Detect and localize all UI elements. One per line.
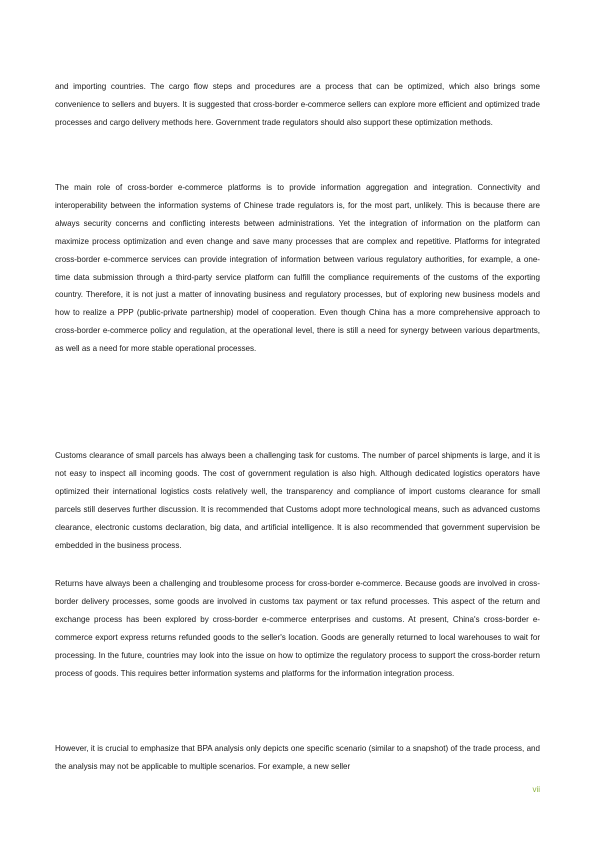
paragraph-platforms-integration: The main role of cross-border e-commerce platforms is to provide information aggregation and integration. Connectivity and interoperability between the information systems of Chinese trade regulators is, for the most part, unlikely. This is because there are always security concerns and conflicting interests between administrations. Yet the integration of information on the platform can maximize process optimization and even change and save many processes that are complex and repetitive. Platforms for integrated cross-border e-commerce services can provide integration of information between various regulatory authorities, for example, a one-time data submission through a third-party service platform can fulfill the compliance requirements of the customs of the exporting country. Therefore, it is not just a matter of innovating business and regulatory processes, but of exploring new business models and how to realize a PPP (public-private partnership) model of cooperation. Even though China has a more comprehensive approach to cross-border e-commerce policy and regulation, at the operational level, there is still a need for synergy between various departments, as well as a need for more stable operational processes. xyxy=(55,183,540,354)
paragraph-returns: Returns have always been a challenging and troublesome process for cross-border e-commerce. Because goods are involved in cross-border delivery processes, some goods are involved in customs tax payment or tax refund processes. This aspect of the return and exchange process has been explored by cross-border e-commerce enterprises and customs. At present, China's cross-border e-commerce export express returns refunded goods to the seller's location. Goods are generally returned to local warehouses to wait for processing. In the future, countries may look into the issue on how to optimize the regulatory process to support the cross-border return process of goods. This requires better information systems and platforms for the information integration process. xyxy=(55,579,540,678)
paragraph-bpa-analysis: However, it is crucial to emphasize that BPA analysis only depicts one specific scenario (similar to a snapshot) of the trade process, and the analysis may not be applicable to multiple scenarios. For example, a new seller xyxy=(55,744,540,771)
page-number: vii xyxy=(532,785,540,794)
paragraph-customs-clearance: Customs clearance of small parcels has always been a challenging task for customs. The number of parcel shipments is large, and it is not easy to inspect all incoming goods. The cost of government regulation is also high. Although dedicated logistics operators have optimized their international logistics costs relatively well, the transparency and compliance of import customs clearance for small parcels still deserves further discussion. It is recommended that Customs adopt more technological means, such as advanced customs clearance, electronic customs declaration, big data, and artificial intelligence. It is also recommended that government supervision be embedded in the business process. xyxy=(55,451,540,550)
paragraph-continued-trade-processes: and importing countries. The cargo flow steps and procedures are a process that can be optimized, which also brings some convenience to sellers and buyers. It is suggested that cross-border e-commerce sellers can explore more efficient and optimized trade processes and cargo delivery methods here. Government trade regulators should also support these optimization methods. xyxy=(55,82,540,127)
